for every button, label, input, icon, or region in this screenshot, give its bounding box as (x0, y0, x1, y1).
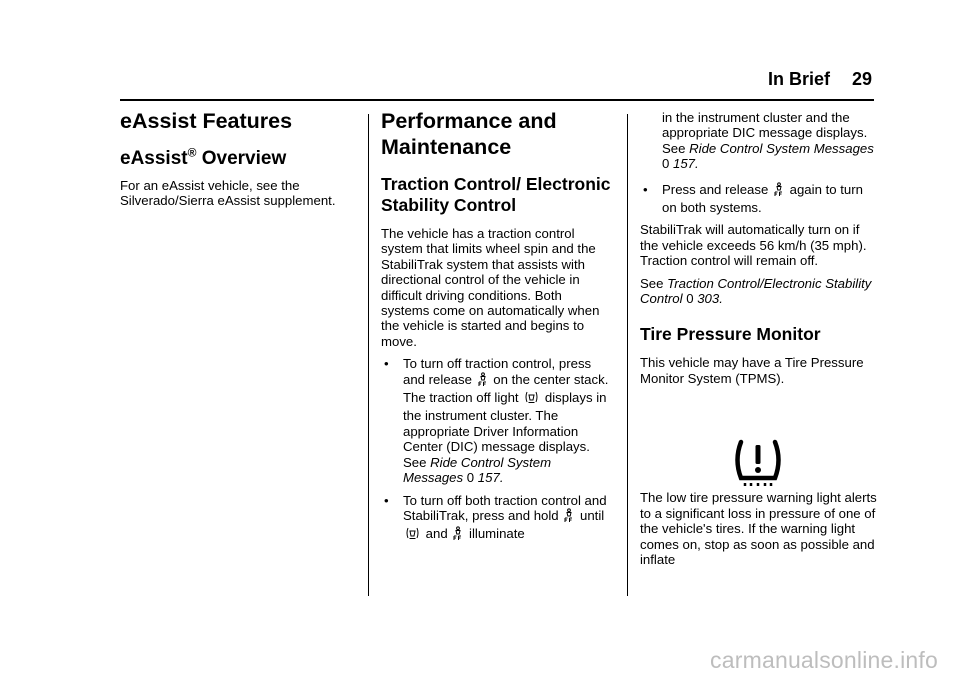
stabilitrak-off-icon (453, 526, 463, 544)
traction-control-link[interactable]: Traction Control/Electronic Stability Control (640, 275, 872, 307)
bullet-both-off: • To turn off both traction control and StabiliTrak, press and hold until and illuminate (381, 493, 613, 545)
ride-control-link[interactable]: Ride Control System Messages (403, 454, 552, 486)
ride-control-link[interactable]: Ride Control System Messages (689, 140, 874, 156)
section-name: In Brief (767, 69, 830, 89)
page-header (768, 69, 872, 90)
page-ref-157[interactable]: 157 (477, 470, 500, 486)
performance-heading: Performance and Maintenance (381, 109, 557, 159)
column-divider-1 (368, 114, 369, 596)
tpms-intro: This vehicle may have a Tire Pressure Monitor System (TPMS). (640, 355, 864, 386)
column-3 (640, 110, 880, 574)
see-reference: See Traction Control/Electronic Stability Control 0 303. (640, 275, 872, 307)
bullet-traction-off: • To turn off traction control, press and release on the center stack. The traction off light displays in the instrument cluster. The appropriate Driver Information Center (DIC) message displays. See Ride Control System Messages 0 157. (384, 356, 609, 486)
traction-control-heading: Traction Control/ Electronic Stability Control (381, 174, 611, 215)
traction-off-button-icon (478, 372, 488, 390)
tpms-body: The low tire pressure warning light alerts to a significant loss in pressure of one of the vehicle's tires. If the warning light comes on, stop as soon as possible and inflate (640, 490, 877, 567)
traction-intro: The vehicle has a traction control system that limits wheel spin and the StabiliTrak system that assists with directional control of the vehicle in difficult driving conditions. Both systems come on automatically when the vehicle is started and begins to move. (381, 226, 600, 349)
eassist-features-heading: eAssist Features (120, 109, 293, 133)
traction-off-button-icon (774, 182, 784, 200)
page-number: 29 (851, 69, 872, 89)
traction-off-light-icon (524, 390, 539, 408)
watermark: carmanualsonline.info (710, 647, 938, 673)
bullet-continuation: in the instrument cluster and the appropriate DIC message displays. See Ride Control System Messages 0 157. (662, 110, 874, 172)
traction-off-light-icon (405, 526, 420, 544)
traction-off-button-icon (564, 508, 574, 526)
column-1 (120, 108, 350, 216)
arrow-icon: 0 (686, 291, 694, 307)
tire-pressure-warning-icon (732, 434, 784, 491)
bullet-turn-on: • Press and release again to turn on both systems. (643, 181, 863, 216)
page-ref-157[interactable]: 157 (673, 156, 696, 172)
arrow-icon: 0 (662, 156, 670, 172)
tire-pressure-heading: Tire Pressure Monitor (640, 324, 821, 345)
stabilitrak-para: StabiliTrak will automatically turn on if the vehicle exceeds 56 km/h (35 mph). Traction control will remain off. (640, 222, 867, 269)
page-ref-303[interactable]: 303 (697, 291, 720, 307)
eassist-body: For an eAssist vehicle, see the Silverado/Sierra eAssist supplement. (120, 178, 336, 209)
column-2 (381, 108, 613, 552)
header-rule (120, 99, 874, 101)
arrow-icon: 0 (466, 470, 475, 486)
column-divider-2 (627, 114, 628, 596)
eassist-overview-heading: eAssist® Overview (120, 145, 287, 169)
